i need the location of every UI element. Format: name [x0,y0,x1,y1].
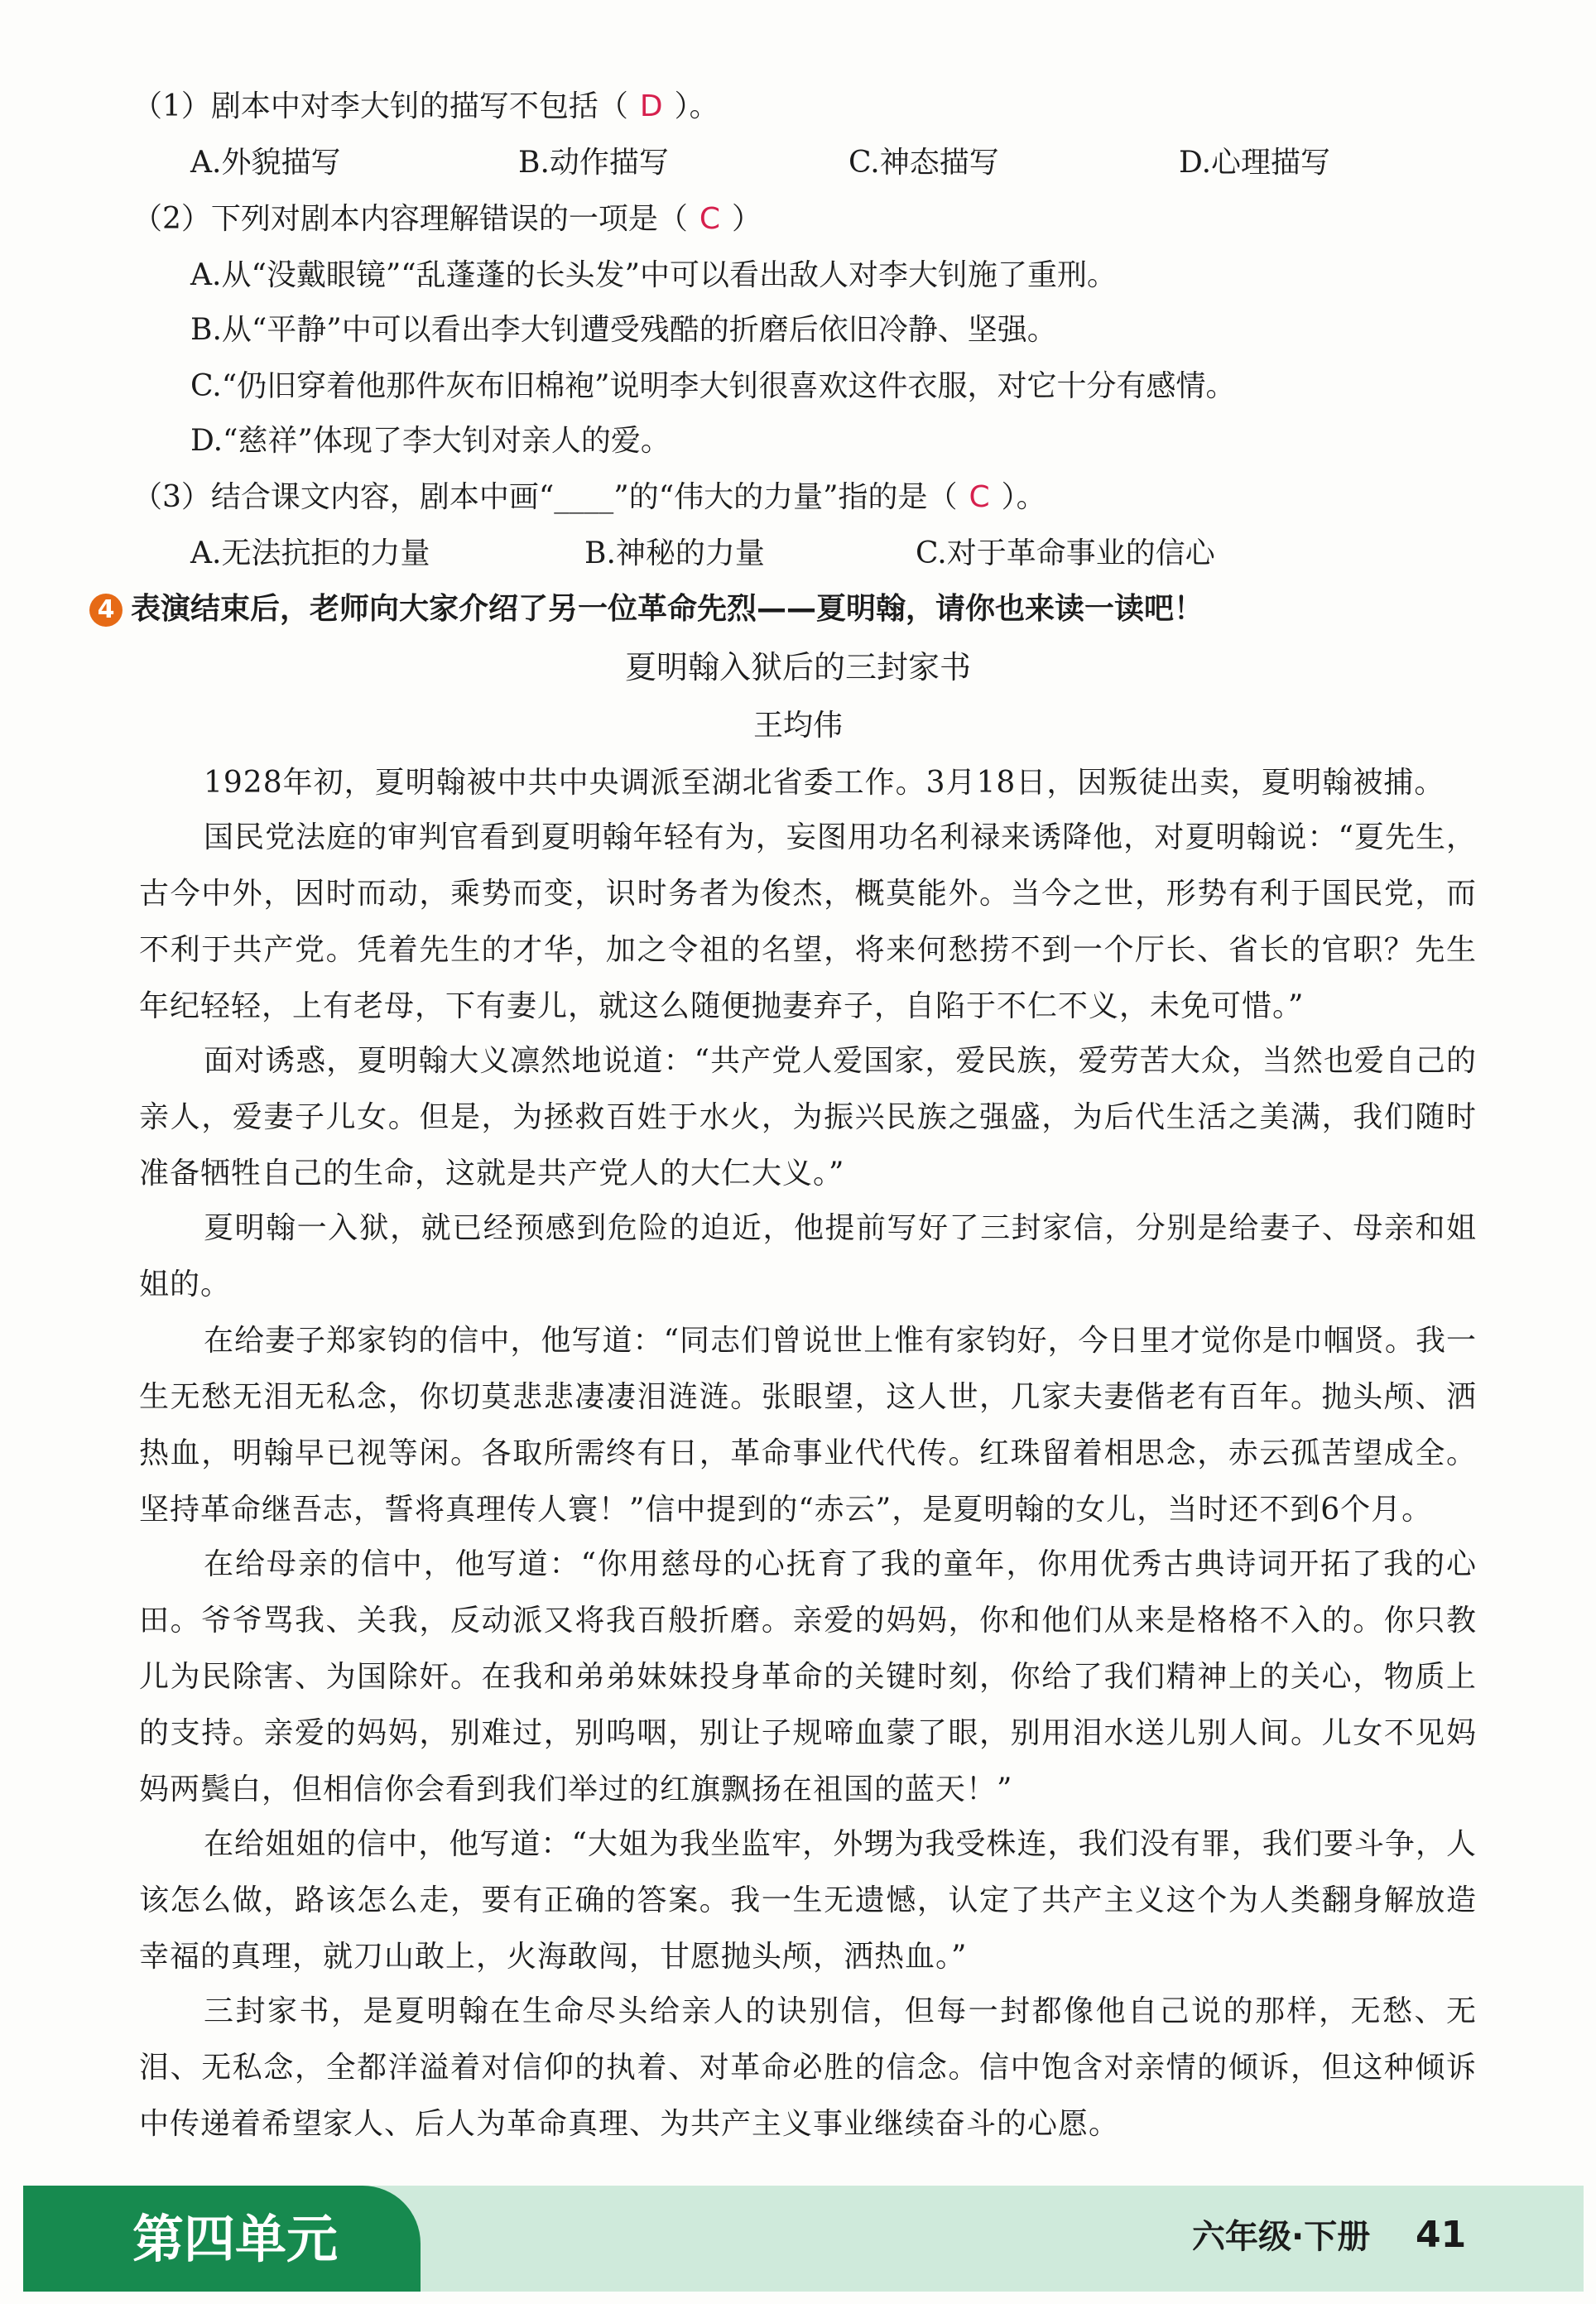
article-paragraph-4: 夏明翰一入狱，就已经预感到危险的迫近，他提前写好了三封家信，分别是给妻子、母亲和姐姐的。 [139,1211,1477,1301]
question-1-stem: （1）剧本中对李大钊的描写不包括（ [132,89,628,123]
question-3 [132,477,1046,518]
article-paragraph-3: 面对诱惑，夏明翰大义凛然地说道：“共产党人爱国家，爱民族，爱劳苦大众，当然也爱自己的亲人，爱妻子儿女。但是，为拯救百姓于水火，为振兴民族之强盛，为后代生活之美满，我们随时准备牺牲自己的生命，这就是共产党人的大仁大义。” [139,1044,1477,1190]
q2-option-a: A.从“没戴眼镜”“乱蓬蓬的长头发”中可以看出敌人对李大钊施了重刑。 [190,258,1118,292]
article-author: 王均伟 [752,709,843,743]
question-2 [132,199,762,240]
q2-option-b: B.从“平静”中可以看出李大钊遭受残酷的折磨后依旧冷静、坚强。 [190,313,1057,347]
question-1 [132,86,719,127]
article-paragraph-7: 在给姐姐的信中，他写道：“大姐为我坐监牢，外甥为我受株连，我们没有罪，我们要斗争，人该怎么做，路该怎么走，要有正确的答案。我一生无遗憾，认定了共产主义这个为人类翻身解放造幸福的真理，就刀山敢上，火海敢闯，甘愿抛头颅，洒热血。” [139,1827,1477,1974]
article-paragraph-8: 三封家书，是夏明翰在生命尽头给亲人的诀别信，但每一封都像他自己说的那样，无愁、无泪、无私念，全都洋溢着对信仰的执着、对革命必胜的信念。信中饱含对亲情的倾诉，但这种倾诉中传递着希望家人、后人为革命真理、为共产主义事业继续奋斗的心愿。 [139,1994,1477,2141]
article-paragraph-5: 在给妻子郑家钧的信中，他写道：“同志们曾说世上惟有家钧好，今日里才觉你是巾帼贤。我一生无愁无泪无私念，你切莫悲悲凄凄泪涟涟。张眼望，这人世，几家夫妻偕老有百年。抛头颅、洒热血，明翰早已视等闲。各取所需终有日，革命事业代代传。红珠留着相思念，赤云孤苦望成全。坚持革命继吾志，誓将真理传人寰！”信中提到的“赤云”，是夏明翰的女儿，当时还不到6个月。 [139,1324,1477,1527]
page-number: 41 [1416,2214,1467,2256]
q3-option-b: B.神秘的力量 [584,536,765,570]
q2-option-c: C.“仍旧穿着他那件灰布旧棉袍”说明李大钊很喜欢这件衣服，对它十分有感情。 [190,369,1236,403]
question-4-header [89,586,1204,633]
question-4-badge: 4 [89,594,123,627]
article-paragraph-2: 国民党法庭的审判官看到夏明翰年轻有为，妄图用功名利禄来诱降他，对夏明翰说：“夏先生，古今中外，因时而动，乘势而变，识时务者为俊杰，概莫能外。当今之世，形势有利于国民党，而不利于共产党。凭着先生的才华，加之令祖的名望，将来何愁捞不到一个厅长、省长的官职？先生年纪轻轻，上有老母，下有妻儿，就这么随便抛妻弃子，自陷于不仁不义，未免可惜。” [139,820,1477,1023]
article-paragraph-1: 1928年初，夏明翰被中共中央调派至湖北省委工作。3月18日，因叛徒出卖，夏明翰被捕。 [204,766,1445,800]
unit-label: 第四单元 [132,2209,339,2269]
q1-option-a: A.外貌描写 [190,146,341,180]
question-3-answer: C [969,480,990,514]
q3-option-a: A.无法抗拒的力量 [190,536,430,570]
q1-option-d: D.心理描写 [1179,146,1331,180]
grade-label: 六年级·下册 [1192,2218,1371,2256]
question-2-stem: （2）下列对剧本内容理解错误的一项是（ [132,202,688,236]
question-1-stem-end: ）。 [674,89,719,123]
question-3-stem: （3）结合课文内容，剧本中画“____”的“伟大的力量”指的是（ [132,480,958,514]
q1-option-c: C.神态描写 [848,146,999,180]
question-2-stem-end: ） [732,202,762,236]
q3-option-c: C.对于革命事业的信心 [916,536,1215,570]
question-1-answer: D [639,89,663,123]
q2-option-d: D.“慈祥”体现了李大钊对亲人的爱。 [190,424,671,458]
article-title: 夏明翰入狱后的三封家书 [624,649,971,685]
question-3-stem-end: ）。 [1001,480,1046,514]
article-paragraph-6: 在给母亲的信中，他写道：“你用慈母的心抚育了我的童年，你用优秀古典诗词开拓了我的心田。爷爷骂我、关我，反动派又将我百般折磨。亲爱的妈妈，你和他们从来是格格不入的。你只教儿为民除害、为国除奸。在我和弟弟妹妹投身革命的关键时刻，你给了我们精神上的关心，物质上的支持。亲爱的妈妈，别难过，别呜咽，别让子规啼血蒙了眼，别用泪水送儿别人间。儿女不见妈妈两鬓白，但相信你会看到我们举过的红旗飘扬在祖国的蓝天！” [139,1547,1477,1806]
question-4-instruction: 表演结束后，老师向大家介绍了另一位革命先烈——夏明翰，请你也来读一读吧！ [131,592,1204,626]
question-2-answer: C [699,202,721,236]
q1-option-b: B.动作描写 [518,146,669,180]
